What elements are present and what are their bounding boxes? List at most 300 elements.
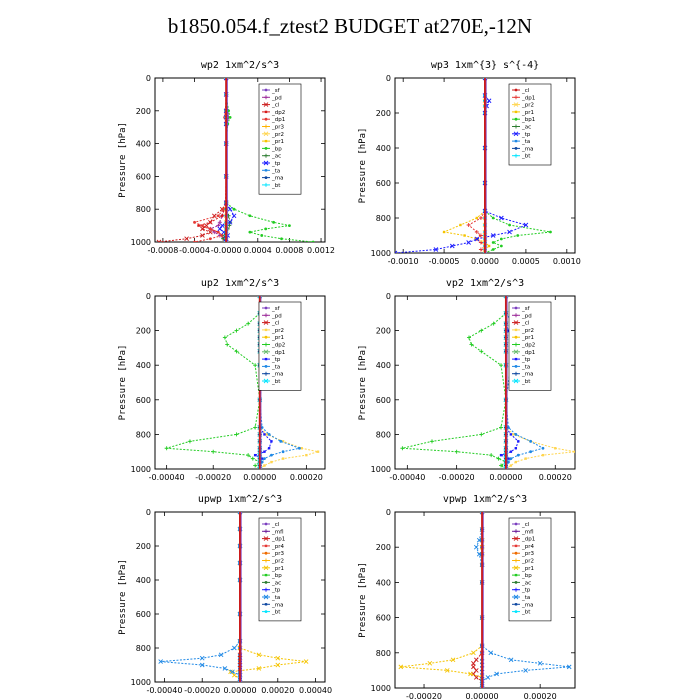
x-tick-label: -0.0004: [179, 246, 210, 255]
data-point: [254, 454, 256, 456]
series-line-dp2: [402, 296, 506, 469]
legend-entry: _bp: [272, 573, 282, 580]
data-point: [270, 454, 273, 457]
data-point: [251, 457, 255, 461]
legend-marker: [265, 307, 268, 310]
y-tick-label: 200: [375, 543, 391, 553]
legend-marker: [265, 118, 268, 121]
data-point: [211, 450, 215, 454]
legend-marker: [265, 552, 268, 555]
legend-marker: [265, 140, 267, 142]
panel-1: [118, 60, 335, 255]
legend-entry: _tp: [522, 357, 531, 364]
data-point: [188, 439, 192, 443]
y-tick-label: 0: [385, 292, 391, 301]
x-tick-label: -0.00020: [184, 686, 221, 695]
data-point: [272, 221, 275, 224]
legend-entry: _bt: [272, 609, 281, 616]
y-tick-label: 0: [385, 508, 391, 517]
data-point: [428, 661, 432, 665]
legend-marker: [265, 365, 268, 368]
x-tick-label: -0.0005: [428, 257, 460, 266]
data-point: [554, 447, 556, 449]
y-tick-label: 1000: [130, 465, 151, 474]
legend-entry: _dp2: [272, 109, 286, 116]
data-point: [474, 545, 478, 549]
legend-marker: [265, 169, 267, 171]
data-point: [529, 450, 532, 453]
page-title: b1850.054.f_ztest2 BUDGET at270E,-12N: [167, 14, 533, 38]
data-point: [479, 216, 483, 220]
panel-title: wp3 1xm^{3} s^{-4}: [430, 60, 540, 71]
legend-entry: _pr2: [272, 327, 285, 334]
x-tick-label: 0.00000: [489, 473, 523, 482]
data-point: [304, 660, 308, 664]
legend-entry: _cl: [522, 320, 530, 327]
legend-marker: [515, 358, 517, 360]
legend-entry: _ac: [272, 153, 282, 160]
legend-entry: _ta: [272, 168, 281, 175]
legend-entry: _bp: [272, 146, 282, 153]
data-point: [233, 208, 236, 211]
legend: [509, 84, 551, 165]
data-point: [459, 224, 461, 226]
x-tick-label: 0.00040: [299, 686, 333, 695]
legend-marker: [515, 307, 518, 310]
data-point: [471, 651, 475, 655]
legend: [509, 518, 551, 621]
data-point: [201, 224, 204, 227]
y-axis-label: Pressure [hPa]: [358, 562, 368, 638]
data-point: [298, 447, 301, 450]
legend-marker: [265, 581, 268, 584]
data-point: [229, 116, 232, 119]
panel-5: [118, 494, 332, 695]
legend-marker: [515, 523, 518, 526]
data-point: [193, 221, 196, 224]
legend-entry: _tp: [522, 131, 531, 138]
data-point: [288, 224, 291, 227]
legend-marker: [515, 610, 518, 613]
legend-marker: [515, 545, 517, 547]
data-point: [400, 446, 404, 450]
data-point: [475, 230, 479, 234]
legend-entry: _pr4: [522, 543, 535, 550]
data-point: [510, 433, 512, 435]
data-point: [263, 451, 265, 453]
data-point: [486, 675, 490, 679]
x-tick-label: -0.0000: [210, 246, 242, 255]
legend-entry: _pr2: [272, 558, 285, 565]
data-point: [260, 234, 263, 237]
data-point: [463, 234, 465, 236]
y-tick-label: 0: [145, 292, 151, 301]
data-point: [574, 451, 576, 453]
x-tick-label: 0.0010: [552, 257, 581, 266]
y-axis-label: Pressure [hPa]: [118, 122, 128, 198]
x-tick-label: 0.00020: [261, 686, 295, 695]
legend-entry: _pr4: [272, 543, 285, 550]
panel-3: [118, 278, 325, 482]
legend: [259, 302, 301, 390]
panel-6: [358, 494, 575, 700]
x-tick-label: 0.00000: [243, 473, 277, 482]
data-point: [500, 238, 503, 241]
legend-entry: _pr3: [272, 124, 285, 131]
panel-4: [358, 278, 576, 482]
y-axis-label: Pressure [hPa]: [358, 344, 368, 421]
y-axis-label: Pressure [hPa]: [118, 344, 128, 421]
data-point: [492, 217, 495, 220]
data-point: [301, 447, 303, 449]
legend-entry: _dp1: [272, 117, 286, 124]
legend-marker: [515, 140, 517, 142]
legend-entry: _ma: [522, 371, 534, 378]
data-point: [268, 447, 270, 449]
data-point: [312, 241, 315, 244]
legend-marker: [265, 523, 268, 526]
y-tick-label: 800: [135, 644, 151, 653]
legend-entry: _sf: [522, 306, 530, 312]
legend-marker: [265, 358, 267, 360]
data-point: [232, 214, 236, 218]
data-point: [443, 231, 445, 233]
data-point: [282, 457, 284, 459]
x-tick-label: -0.00040: [148, 473, 185, 482]
y-tick-label: 600: [375, 613, 391, 623]
legend-entry: _cl: [272, 102, 280, 109]
legend-entry: _ma: [272, 602, 284, 609]
y-tick-label: 400: [375, 144, 391, 153]
data-point: [235, 329, 239, 333]
legend-entry: _sf: [272, 88, 280, 94]
legend-entry: _pr2: [272, 131, 285, 138]
data-point: [492, 248, 495, 251]
panel-title: wp2 1xm^2/s^3: [200, 60, 280, 71]
data-point: [263, 457, 266, 460]
data-point: [514, 433, 517, 436]
data-point: [517, 454, 520, 457]
legend-marker: [265, 545, 267, 547]
legend-entry: _pr2: [522, 558, 535, 565]
legend-marker: [515, 329, 517, 331]
legend-entry: _ta: [522, 595, 531, 601]
y-tick-label: 800: [375, 214, 391, 223]
data-point: [264, 227, 267, 230]
legend-entry: _ac: [522, 580, 532, 587]
data-point: [232, 646, 236, 650]
x-tick-label: -0.00040: [389, 473, 426, 482]
legend-entry: _mfl: [522, 529, 534, 536]
legend-entry: _cl: [272, 522, 280, 528]
y-tick-label: 1000: [370, 684, 391, 693]
y-tick-label: 800: [375, 430, 391, 440]
data-point: [217, 231, 220, 234]
legend-entry: _ta: [522, 139, 531, 146]
panel-2: [358, 60, 581, 266]
x-tick-label: -0.00020: [195, 473, 232, 482]
legend-entry: _pr1: [522, 565, 535, 572]
legend-entry: _bt: [522, 379, 531, 385]
x-tick-label: -0.00020: [406, 692, 443, 700]
data-point: [467, 223, 471, 227]
x-tick-label: 0.00020: [289, 473, 323, 482]
data-point: [200, 656, 204, 660]
y-tick-label: 600: [375, 179, 391, 188]
data-point: [305, 454, 307, 456]
data-point: [209, 221, 211, 223]
legend-entry: _pr1: [272, 565, 285, 572]
legend-entry: _tp: [272, 161, 281, 167]
y-tick-label: 600: [375, 395, 391, 405]
data-point: [185, 237, 189, 241]
data-point: [524, 223, 528, 227]
data-point: [542, 454, 544, 456]
legend-marker: [265, 610, 268, 613]
legend-entry: _ma: [272, 371, 284, 378]
legend-entry: _ac: [522, 124, 532, 131]
data-point: [197, 224, 199, 226]
series-line-dp2: [167, 296, 260, 469]
data-point: [542, 447, 545, 450]
legend-entry: _tp: [272, 587, 281, 594]
y-tick-label: 200: [135, 326, 151, 336]
data-point: [209, 237, 212, 240]
legend-entry: _cl: [522, 522, 530, 528]
legend-entry: _bt: [522, 153, 531, 160]
data-point: [497, 457, 501, 461]
legend-marker: [515, 603, 517, 605]
legend-entry: _bp: [522, 573, 532, 580]
data-point: [516, 234, 519, 237]
legend-entry: _pd: [272, 95, 282, 102]
legend-entry: _pd: [522, 313, 532, 320]
data-point: [217, 214, 220, 217]
y-tick-label: 800: [135, 205, 151, 215]
data-point: [209, 227, 212, 230]
legend-marker: [515, 147, 518, 150]
legend: [259, 84, 301, 194]
legend-marker: [515, 336, 518, 339]
data-point: [253, 363, 257, 367]
legend-entry: _pr1: [272, 139, 285, 146]
data-point: [488, 245, 490, 247]
data-point: [220, 224, 224, 228]
x-tick-label: 0.0008: [275, 246, 304, 255]
legend-entry: _dp1: [522, 349, 536, 356]
series-line-pr1: [444, 78, 489, 253]
y-axis-label: Pressure [hPa]: [358, 127, 368, 204]
x-tick-label: -0.00020: [438, 473, 475, 482]
y-tick-label: 200: [135, 542, 151, 551]
y-tick-label: 1000: [130, 678, 151, 687]
legend-marker: [265, 329, 267, 331]
data-point: [529, 440, 532, 443]
legend-marker: [515, 574, 517, 576]
data-point: [276, 663, 280, 667]
legend-marker: [515, 118, 518, 121]
data-point: [492, 322, 496, 326]
y-tick-label: 200: [135, 106, 151, 116]
x-tick-label: 0.0012: [307, 246, 336, 255]
legend-entry: _bp1: [522, 117, 536, 124]
series-line-tp: [395, 78, 526, 253]
y-tick-label: 600: [135, 610, 151, 619]
data-point: [549, 231, 552, 234]
legend-marker: [265, 603, 267, 605]
data-point: [492, 241, 495, 244]
legend: [259, 518, 301, 621]
data-point: [524, 457, 526, 459]
legend-marker: [265, 336, 268, 339]
data-point: [248, 231, 251, 234]
data-point: [263, 464, 265, 466]
panel-title: upwp 1xm^2/s^3: [197, 494, 283, 505]
data-point: [479, 329, 483, 333]
data-point: [508, 224, 511, 227]
data-point: [517, 440, 519, 442]
data-point: [509, 457, 512, 460]
y-tick-label: 600: [135, 172, 151, 182]
legend-entry: _bt: [522, 609, 531, 616]
x-tick-label: 0.0005: [511, 257, 540, 266]
legend-entry: _ac: [272, 580, 282, 587]
panel-title: vpwp 1xm^2/s^3: [442, 494, 528, 505]
data-point: [263, 433, 265, 435]
data-point: [500, 454, 502, 456]
y-tick-label: 400: [135, 576, 151, 585]
y-tick-label: 1000: [130, 238, 151, 247]
legend-marker: [265, 147, 268, 150]
legend-entry: _dp1: [522, 95, 536, 102]
data-point: [499, 425, 503, 429]
data-point: [253, 425, 257, 429]
x-tick-label: -0.0010: [387, 257, 419, 266]
y-tick-label: 600: [135, 395, 151, 405]
x-tick-label: 0.00020: [538, 473, 572, 482]
legend-entry: _dp2: [272, 342, 286, 349]
x-tick-label: 0.00000: [465, 692, 499, 700]
legend-marker: [515, 552, 518, 555]
legend-marker: [515, 111, 517, 113]
data-point: [253, 464, 257, 468]
legend-entry: _ma: [522, 602, 534, 609]
data-point: [282, 450, 285, 453]
data-point: [510, 464, 512, 466]
y-tick-label: 400: [135, 139, 151, 149]
data-point: [500, 245, 503, 248]
data-point: [268, 433, 271, 436]
data-point: [524, 668, 528, 672]
data-point: [221, 215, 223, 217]
y-tick-label: 0: [145, 74, 151, 83]
y-tick-label: 0: [385, 74, 391, 83]
y-tick-label: 400: [375, 361, 391, 371]
legend-entry: _pr2: [522, 102, 535, 109]
legend-entry: _pr2: [522, 327, 535, 334]
y-tick-label: 400: [135, 361, 151, 371]
y-tick-label: 200: [375, 109, 391, 118]
data-point: [193, 241, 196, 244]
data-point: [467, 336, 471, 340]
panel-title: up2 1xm^2/s^3: [200, 278, 280, 289]
y-axis-label: Pressure [hPa]: [118, 559, 128, 635]
legend-entry: _ta: [522, 364, 531, 371]
legend-entry: _cl: [522, 88, 530, 94]
y-tick-label: 0: [145, 508, 151, 517]
legend-entry: _dp1: [272, 536, 286, 543]
legend-marker: [515, 581, 518, 584]
legend-marker: [265, 574, 267, 576]
x-tick-label: -0.0008: [147, 246, 179, 255]
legend-entry: _dp1: [272, 349, 286, 356]
legend-entry: _ma: [272, 175, 284, 182]
series-line-pr1: [401, 512, 482, 688]
data-point: [248, 214, 251, 217]
y-tick-label: 800: [375, 648, 391, 658]
legend-marker: [265, 111, 267, 113]
legend-entry: _ta: [272, 595, 281, 601]
legend: [509, 302, 551, 390]
legend-entry: _pr3: [522, 551, 535, 558]
y-tick-label: 1000: [370, 465, 391, 474]
x-tick-label: 0.0000: [471, 257, 499, 266]
legend-entry: _sf: [272, 306, 280, 312]
data-point: [515, 461, 517, 463]
legend-entry: _mfl: [272, 529, 284, 536]
x-tick-label: -0.00040: [146, 686, 183, 695]
legend-marker: [265, 176, 268, 179]
data-point: [280, 237, 283, 240]
legend-entry: _ta: [272, 364, 281, 371]
legend-entry: _pr1: [522, 109, 535, 116]
data-point: [235, 432, 239, 436]
x-tick-label: 0.0004: [243, 246, 272, 255]
data-point: [279, 440, 282, 443]
data-point: [479, 432, 483, 436]
legend-entry: _tp: [272, 357, 281, 364]
y-tick-label: 800: [135, 430, 151, 440]
legend-marker: [515, 365, 518, 368]
x-tick-label: 0.00000: [223, 686, 257, 695]
data-point: [317, 451, 319, 453]
data-point: [270, 440, 272, 442]
legend-entry: _dp2: [522, 342, 536, 349]
data-point: [218, 227, 222, 231]
data-point: [455, 450, 459, 454]
data-point: [246, 322, 250, 326]
y-tick-label: 200: [375, 326, 391, 336]
legend-marker: [265, 89, 268, 92]
legend-entry: _pr3: [272, 551, 285, 558]
y-tick-label: 400: [375, 578, 391, 588]
series-line-dp1: [469, 78, 485, 253]
data-point: [270, 461, 272, 463]
legend-entry: _pd: [272, 313, 282, 320]
legend-entry: _tp: [522, 587, 531, 594]
data-point: [476, 217, 478, 219]
data-point: [487, 99, 491, 103]
data-point: [515, 447, 517, 449]
data-point: [430, 439, 434, 443]
x-tick-label: 0.00020: [523, 692, 557, 700]
data-point: [165, 446, 169, 450]
legend-marker: [515, 89, 518, 92]
y-tick-label: 1000: [370, 249, 391, 258]
data-point: [479, 349, 483, 353]
panel-title: vp2 1xm^2/s^3: [445, 278, 525, 289]
data-point: [228, 207, 232, 211]
